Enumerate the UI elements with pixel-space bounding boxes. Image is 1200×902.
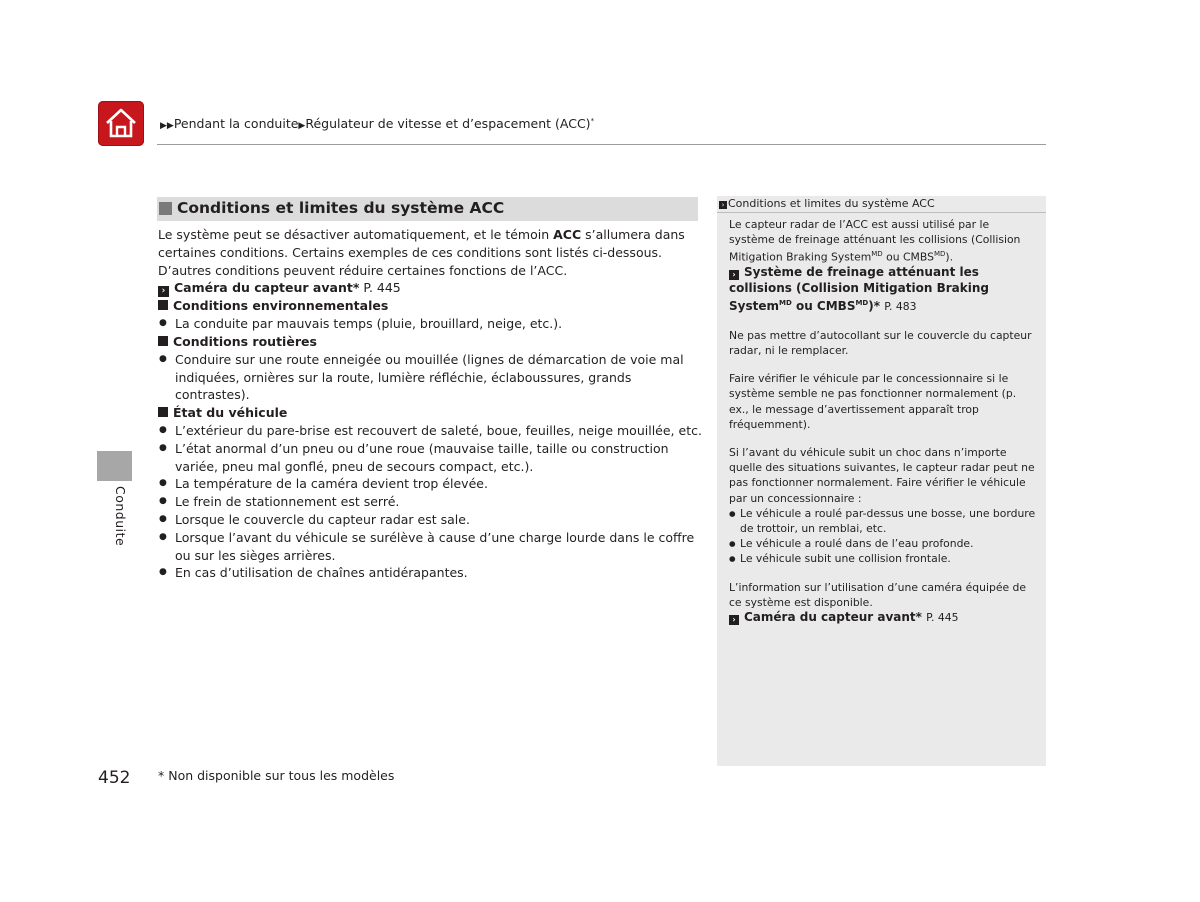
page-number: 452: [98, 768, 131, 788]
list-item: ● Le véhicule a roulé par-dessus une bosse, une bordure de trottoir, un remblai, etc.: [729, 506, 1037, 536]
reference-label: ou CMBS: [791, 299, 856, 314]
square-bullet-icon: [158, 300, 168, 310]
acc-indicator-name: ACC: [553, 227, 582, 242]
availability-mark: *: [352, 280, 360, 296]
list-item: ● Le frein de stationnement est serré.: [158, 493, 703, 511]
reference-label: ): [868, 299, 874, 314]
trademark-mark: MD: [855, 299, 869, 308]
trademark-mark: MD: [933, 250, 946, 259]
sidebar-body: [729, 217, 1037, 625]
availability-mark: *: [873, 299, 881, 314]
square-bullet-icon: [158, 336, 168, 346]
section-title: Conditions et limites du système ACC: [177, 199, 505, 217]
triangle-right-icon: ▶▶: [160, 121, 174, 131]
section-square-icon: [159, 202, 172, 215]
home-button[interactable]: [98, 101, 144, 146]
intro-paragraph: [158, 226, 703, 279]
intro-text-rest: s’allumera dans certaines conditions. Certains exemples de ces conditions sont listés ci-dessous. D’autres conditions peuvent réduire certaines fonctions de l’ACC.: [158, 227, 685, 278]
trademark-mark: MD: [871, 250, 883, 259]
reference-label: Caméra du capteur avant: [174, 280, 353, 296]
cross-reference[interactable]: [729, 610, 1037, 626]
list-item: ● Lorsque l’avant du véhicule se surélève à cause d’une charge lourde dans le coffre ou sur les sièges arrières.: [158, 529, 703, 565]
sidebar-paragraph: L’information sur l’utilisation d’une caméra équipée de ce système est disponible.: [729, 580, 1027, 609]
condition-list: [158, 422, 703, 582]
cross-reference[interactable]: [729, 265, 1037, 315]
list-item: ● L’état anormal d’un pneu ou d’une roue (mauvaise taille, taille ou construction variée, pneu mal gonflé, pneu de secours compact, etc.).: [158, 440, 703, 476]
group-heading-text: État du véhicule: [173, 405, 288, 421]
triangle-right-icon: ▶: [298, 121, 306, 131]
chapter-tab-label: Conduite: [113, 486, 128, 547]
breadcrumb-item-acc[interactable]: Régulateur de vitesse et d’espacement (ACC): [305, 116, 591, 131]
sidebar-text: ou CMBS: [882, 251, 934, 264]
list-item: ● Le véhicule a roulé dans de l’eau profonde.: [729, 536, 1037, 551]
group-heading-text: Conditions routières: [173, 333, 317, 349]
sidebar-paragraph: Si l’avant du véhicule subit un choc dans n’importe quelle des situations suivantes, le capteur radar peut ne pas fonctionner normalement. Faire vérifier le véhicule par un concessionnaire :: [729, 445, 1035, 505]
sidebar-text: ).: [945, 251, 954, 264]
sidebar-paragraph: Faire vérifier le véhicule par le concessionnaire si le système semble ne pas fonctionner normalement (p. ex., le message d’avertissement apparaît trop fréquemment).: [729, 372, 1017, 431]
list-item: ● En cas d’utilisation de chaînes antidérapantes.: [158, 564, 703, 582]
header-divider: [157, 144, 1046, 145]
sidebar-text: Le capteur radar de l’ACC est aussi utilisé par le système de freinage atténuant les collisions (Collision Mitigation Braking System: [729, 218, 1021, 264]
reference-arrow-icon: ›: [729, 615, 739, 625]
condition-list: [158, 315, 703, 333]
group-heading-text: Conditions environnementales: [173, 298, 389, 314]
note-marker-icon: ›: [719, 201, 727, 209]
sidebar-heading-text: Conditions et limites du système ACC: [728, 197, 935, 210]
list-item: ● La température de la caméra devient trop élevée.: [158, 475, 703, 493]
home-icon: [104, 106, 138, 140]
list-item: ● Le véhicule subit une collision frontale.: [729, 551, 1037, 566]
main-content: [158, 226, 703, 582]
reference-page: P. 483: [884, 300, 917, 314]
sidebar-heading: [717, 196, 1046, 213]
footnote: * Non disponible sur tous les modèles: [158, 768, 395, 783]
list-item: ● Conduire sur une route enneigée ou mouillée (lignes de démarcation de voie mal indiquées, ornières sur la route, lumière réfléchie, éclaboussures, grands contrastes).: [158, 351, 703, 404]
chapter-tab[interactable]: [97, 451, 132, 481]
list-item: ● La conduite par mauvais temps (pluie, brouillard, neige, etc.).: [158, 315, 703, 333]
group-heading: [158, 297, 703, 315]
trademark-mark: MD: [779, 299, 792, 308]
square-bullet-icon: [158, 407, 168, 417]
list-item: ● Lorsque le couvercle du capteur radar est sale.: [158, 511, 703, 529]
intro-text: Le système peut se désactiver automatiquement, et le témoin: [158, 227, 554, 242]
breadcrumb: [160, 116, 594, 131]
section-heading-bar: [157, 197, 698, 221]
reference-arrow-icon: ›: [729, 270, 739, 280]
list-item: ● L’extérieur du pare-brise est recouvert de saleté, boue, feuilles, neige mouillée, etc.: [158, 422, 703, 440]
cross-reference[interactable]: [158, 279, 703, 297]
sidebar-paragraph: Ne pas mettre d’autocollant sur le couvercle du capteur radar, ni le remplacer.: [729, 328, 1032, 357]
group-heading: [158, 333, 703, 351]
reference-label: Système de freinage atténuant les collisions (Collision Mitigation Braking System: [729, 265, 989, 314]
breadcrumb-item-driving[interactable]: Pendant la conduite: [173, 116, 299, 131]
condition-list: [158, 351, 703, 404]
reference-page: P. 445: [926, 610, 959, 624]
availability-mark: *: [590, 116, 595, 125]
reference-arrow-icon: ›: [158, 286, 169, 297]
reference-page: P. 445: [363, 280, 401, 296]
reference-label: Caméra du capteur avant: [744, 609, 916, 624]
sidebar-list: [729, 506, 1037, 567]
group-heading: [158, 404, 703, 422]
availability-mark: *: [915, 609, 922, 624]
sidebar-notes: [717, 196, 1046, 766]
sidebar-paragraph: [729, 217, 1037, 265]
